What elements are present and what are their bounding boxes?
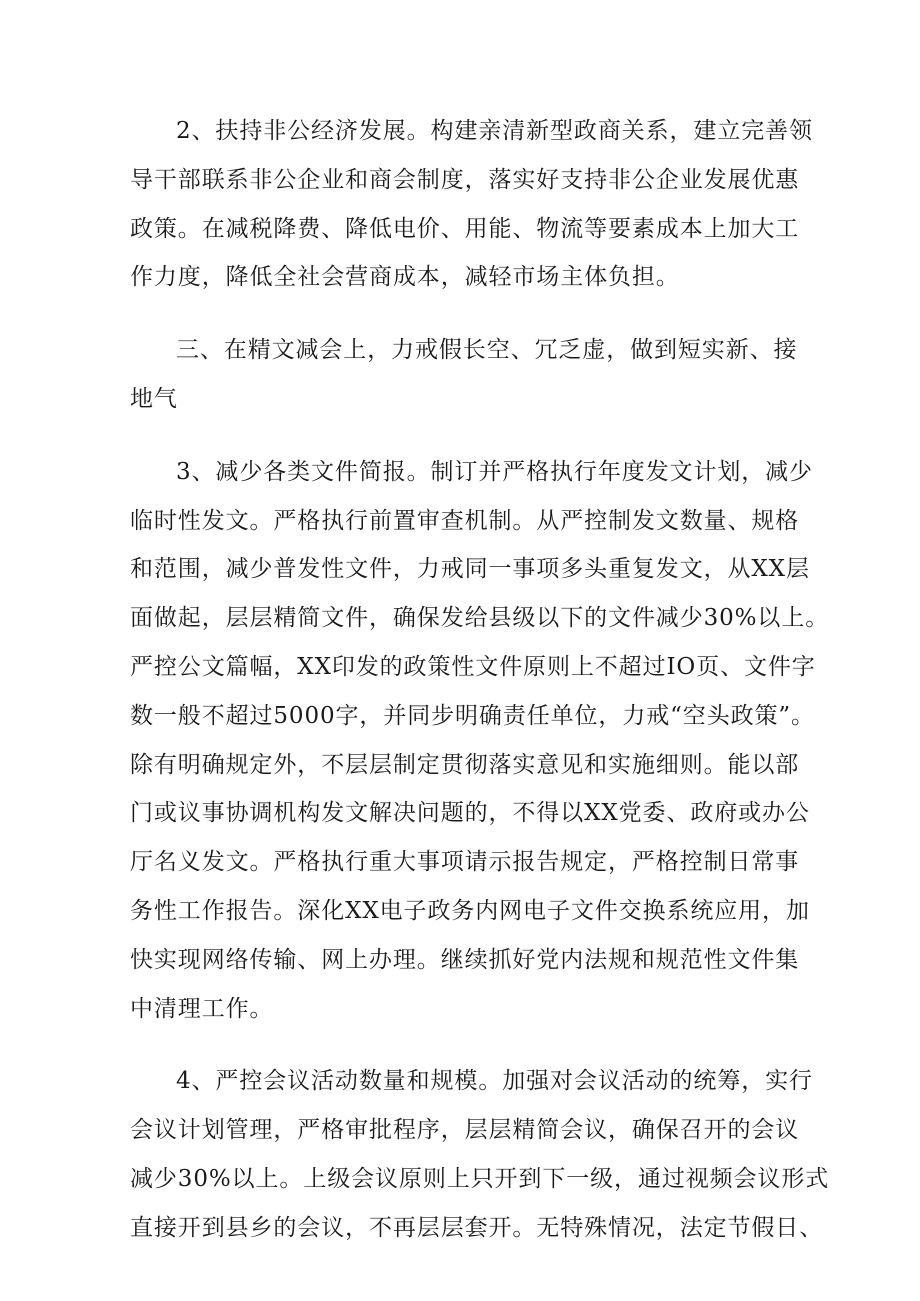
paragraph-line: 导干部联系非公企业和商会制度，落实好支持非公企业发展优惠 xyxy=(130,166,800,193)
paragraph-line: 面做起，层层精简文件，确保发给县级以下的文件减少30%以上。 xyxy=(130,605,830,632)
paragraph-line: 会议计划管理，严格审批程序，层层精简会议，确保召开的会议 xyxy=(130,1117,800,1144)
paragraph-line: 和范围，减少普发性文件，力戒同一事项多头重复发文，从XX层 xyxy=(130,556,810,583)
paragraph-line: 除有明确规定外，不层层制定贯彻落实意见和实施细则。能以部 xyxy=(130,751,800,778)
document-body xyxy=(130,107,830,1253)
paragraph-line: 直接开到县乡的会议，不再层层套开。无特殊情况，法定节假日、 xyxy=(130,1214,824,1241)
paragraph-line: 务性工作报告。深化XX电子政务内网电子文件交换系统应用，加 xyxy=(130,897,810,924)
paragraph-line: 临时性发文。严格执行前置审查机制。从严控制发文数量、规格 xyxy=(130,507,800,534)
paragraph-line: 3、减少各类文件简报。制订并严格执行年度发文计划，减少 xyxy=(176,458,813,485)
paragraph-gap xyxy=(130,424,795,448)
paragraph-line: 严控公文篇幅，XX印发的政策性文件原则上不超过IO页、文件字 xyxy=(130,653,816,680)
paragraph-gap xyxy=(130,1033,795,1057)
paragraph-line: 中清理工作。 xyxy=(130,995,274,1022)
paragraph-reduce-documents xyxy=(130,448,830,1034)
paragraph-line: 4、严控会议活动数量和规模。加强对会议活动的统筹，实行 xyxy=(176,1068,813,1095)
paragraph-line: 减少30%以上。上级会议原则上只开到下一级，通过视频会议形式 xyxy=(130,1165,830,1192)
paragraph-line: 2、扶持非公经济发展。构建亲清新型政商关系，建立完善领 xyxy=(176,118,813,144)
paragraph-line: 厅名义发文。严格执行重大事项请示报告规定，严格控制日常事 xyxy=(130,849,800,876)
paragraph-line: 门或议事协调机构发文解决问题的，不得以XX党委、政府或办公 xyxy=(130,800,810,827)
paragraph-line: 作力度，降低全社会营商成本，减轻市场主体负担。 xyxy=(130,264,680,291)
paragraph-line: 快实现网络传输、网上办理。继续抓好党内法规和规范性文件集 xyxy=(130,946,800,973)
paragraph-line: 数一般不超过5000字，并同步明确责任单位，力戒“空头政策”。 xyxy=(130,702,815,729)
paragraph-line: 政策。在减税降费、降低电价、用能、物流等要素成本上加大工 xyxy=(130,215,800,242)
section-heading-reduce-documents-meetings xyxy=(130,326,798,424)
paragraph-gap xyxy=(130,302,795,326)
paragraph-support-private-economy xyxy=(130,107,813,302)
heading-line: 地气 xyxy=(130,385,178,412)
heading-line: 三、在精文减会上，力戒假长空、冗乏虚，做到短实新、接 xyxy=(176,337,798,364)
paragraph-control-meetings xyxy=(130,1057,830,1252)
